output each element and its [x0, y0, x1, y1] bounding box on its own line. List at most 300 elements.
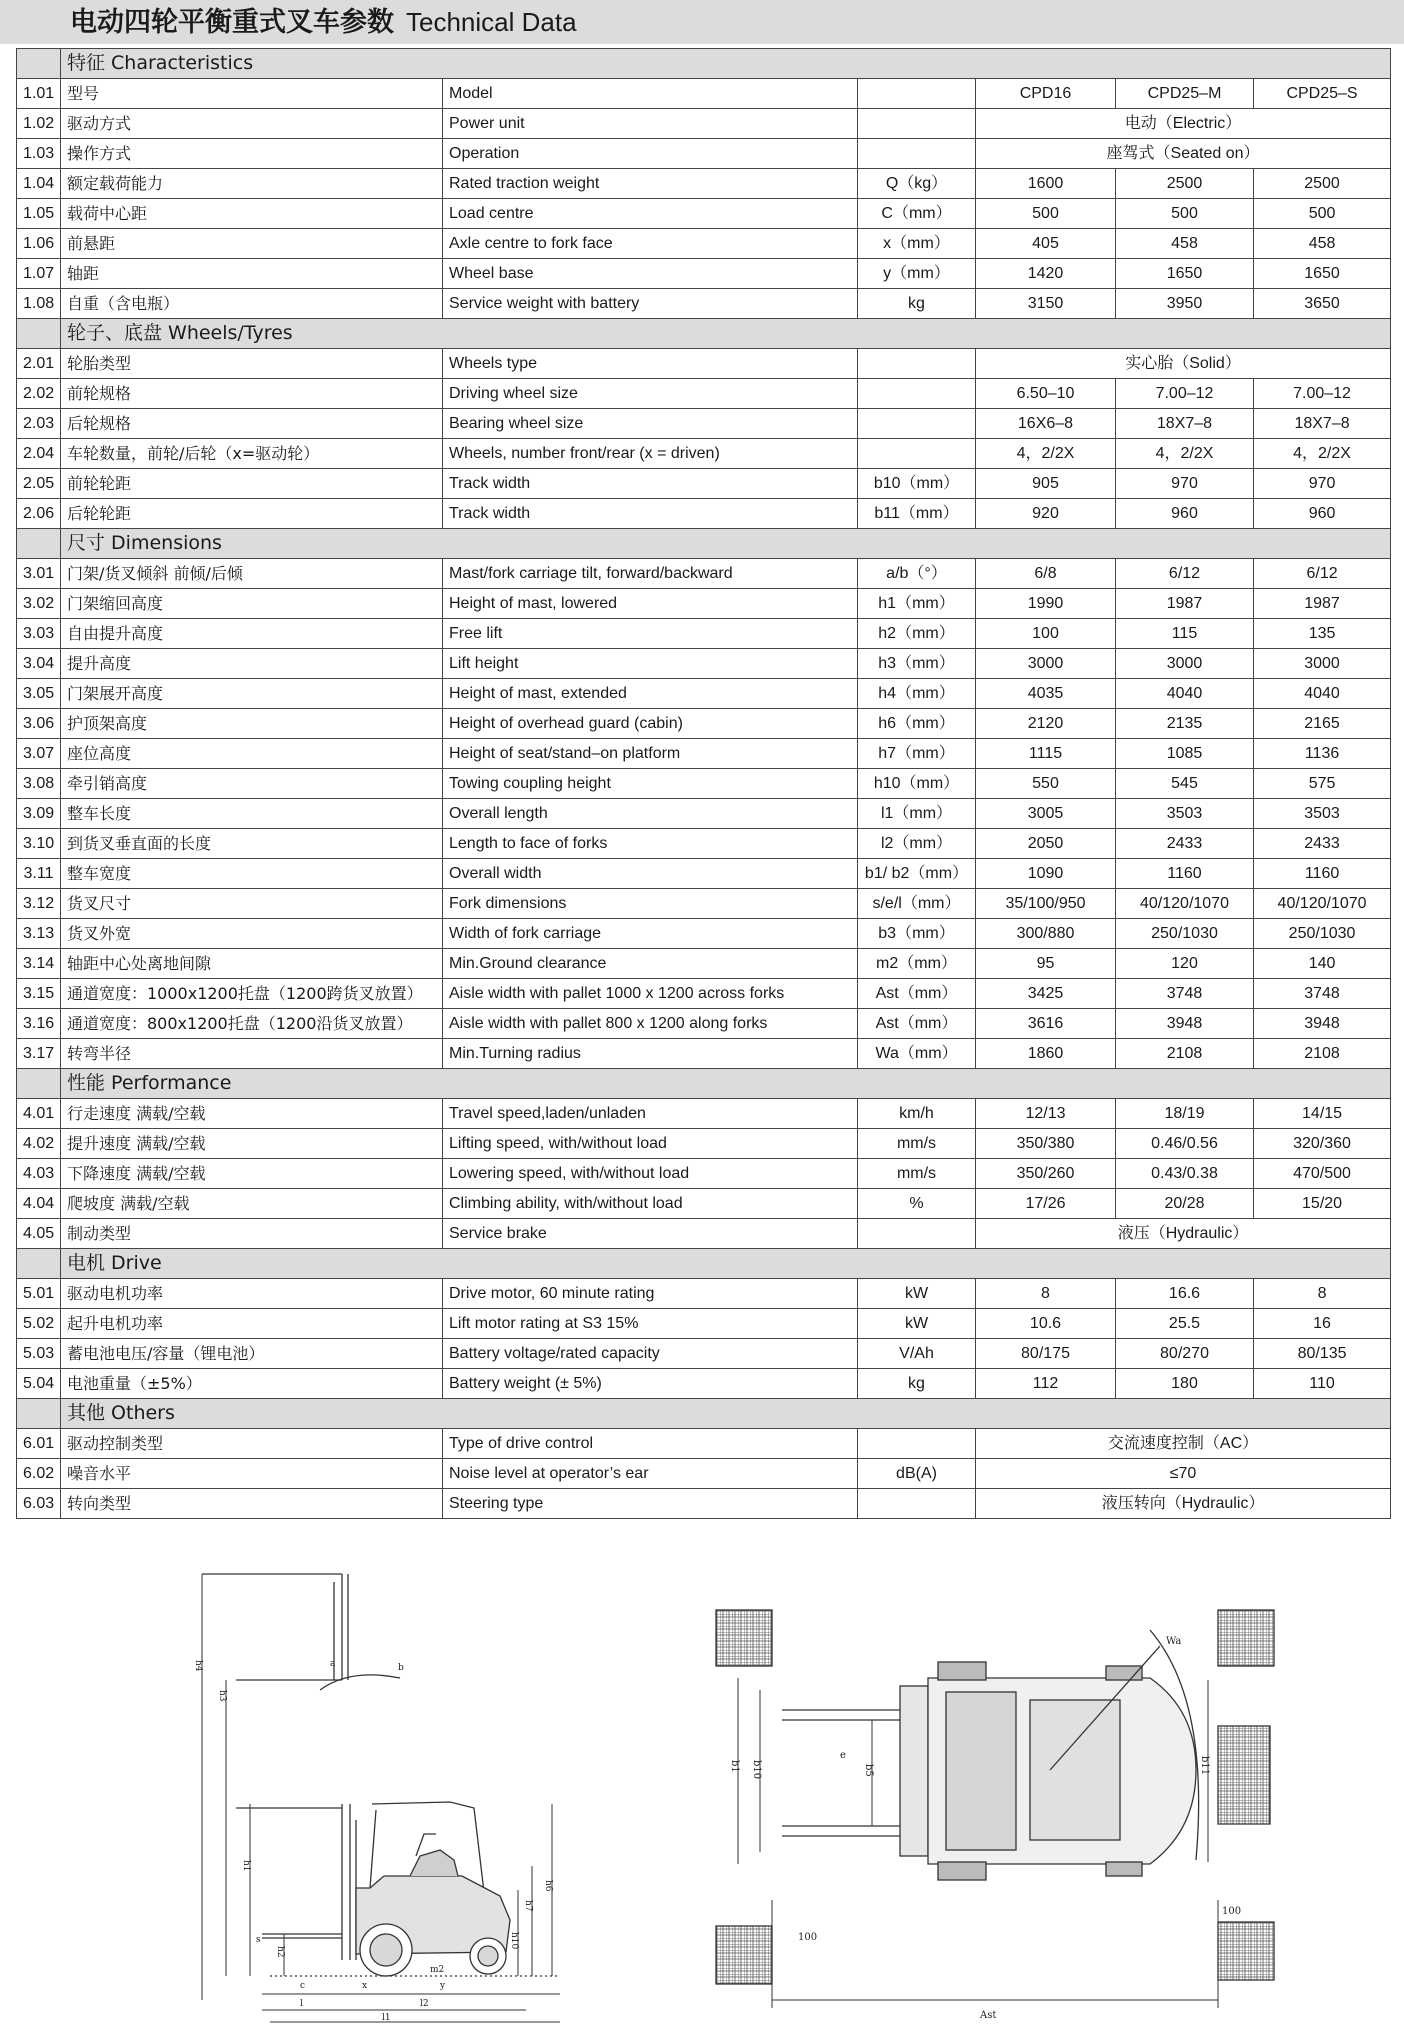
row-unit: l1（mm） — [858, 799, 976, 829]
top-label-wa: Wa — [1166, 1636, 1182, 1647]
row-unit — [858, 379, 976, 409]
table-row — [17, 169, 1391, 199]
row-value-model-2: 1650 — [1116, 259, 1254, 289]
row-label-cn: 门架缩回高度 — [61, 589, 443, 619]
row-number: 2.04 — [17, 439, 61, 469]
table-row — [17, 139, 1391, 169]
row-number: 2.06 — [17, 499, 61, 529]
row-value-model-1: 3000 — [976, 649, 1116, 679]
row-label-cn: 驱动电机功率 — [61, 1279, 443, 1309]
row-value-model-3: 2165 — [1254, 709, 1391, 739]
row-value-model-3: 250/1030 — [1254, 919, 1391, 949]
row-value-model-1: 550 — [976, 769, 1116, 799]
top-label-ast: Ast — [980, 2010, 997, 2021]
row-value-model-2: 2500 — [1116, 169, 1254, 199]
section-header-blank — [17, 49, 61, 79]
row-value-model-2: 18X7–8 — [1116, 409, 1254, 439]
side-label-s: s — [256, 1935, 261, 1945]
row-unit: kW — [858, 1309, 976, 1339]
row-unit: l2（mm） — [858, 829, 976, 859]
table-row — [17, 1429, 1391, 1459]
side-label-h6: h6 — [543, 1880, 553, 1892]
row-label-cn: 座位高度 — [61, 739, 443, 769]
row-label-cn: 转弯半径 — [61, 1039, 443, 1069]
row-label-cn: 载荷中心距 — [61, 199, 443, 229]
section-header-row — [17, 1249, 1391, 1279]
row-number: 3.03 — [17, 619, 61, 649]
section-header-row — [17, 529, 1391, 559]
row-value-model-1: 4，2/2X — [976, 439, 1116, 469]
row-label-cn: 自由提升高度 — [61, 619, 443, 649]
row-label-cn: 后轮轮距 — [61, 499, 443, 529]
row-label-cn: 通道宽度：800x1200托盘（1200沿货叉放置） — [61, 1009, 443, 1039]
row-value-model-2: 545 — [1116, 769, 1254, 799]
row-unit: b1/ b2（mm） — [858, 859, 976, 889]
row-label-en: Height of overhead guard (cabin) — [443, 709, 858, 739]
row-unit: Wa（mm） — [858, 1039, 976, 1069]
table-row — [17, 499, 1391, 529]
row-value-model-1: 500 — [976, 199, 1116, 229]
row-value-model-1: 112 — [976, 1369, 1116, 1399]
row-value-model-2: 6/12 — [1116, 559, 1254, 589]
row-number: 3.04 — [17, 649, 61, 679]
row-label-cn: 噪音水平 — [61, 1459, 443, 1489]
row-number: 1.07 — [17, 259, 61, 289]
side-label-l1: l1 — [382, 2013, 391, 2023]
row-unit: Ast（mm） — [858, 979, 976, 1009]
row-label-en: Height of mast, lowered — [443, 589, 858, 619]
table-row — [17, 979, 1391, 1009]
row-label-cn: 整车宽度 — [61, 859, 443, 889]
row-value-model-1: 2120 — [976, 709, 1116, 739]
row-value-model-3: 140 — [1254, 949, 1391, 979]
top-label-b10: b10 — [751, 1760, 762, 1780]
row-value-model-2: 20/28 — [1116, 1189, 1254, 1219]
row-label-cn: 前悬距 — [61, 229, 443, 259]
section-header-row — [17, 319, 1391, 349]
top-view-drawing — [716, 1610, 1274, 2008]
row-value-model-3: 1136 — [1254, 739, 1391, 769]
row-number: 1.02 — [17, 109, 61, 139]
row-label-cn: 提升速度 满载/空载 — [61, 1129, 443, 1159]
row-unit: % — [858, 1189, 976, 1219]
row-value-model-1: 3150 — [976, 289, 1116, 319]
table-row — [17, 949, 1391, 979]
row-value-model-3: 2108 — [1254, 1039, 1391, 1069]
row-label-en: Length to face of forks — [443, 829, 858, 859]
row-value-model-3: 4040 — [1254, 679, 1391, 709]
row-value-model-3: 970 — [1254, 469, 1391, 499]
row-unit: h1（mm） — [858, 589, 976, 619]
row-value-model-2: 115 — [1116, 619, 1254, 649]
row-label-cn: 爬坡度 满载/空载 — [61, 1189, 443, 1219]
row-label-en: Lifting speed, with/without load — [443, 1129, 858, 1159]
row-value-model-2: 3950 — [1116, 289, 1254, 319]
section-header-row — [17, 1069, 1391, 1099]
row-unit: Q（kg） — [858, 169, 976, 199]
row-label-en: Model — [443, 79, 858, 109]
drawings — [0, 1560, 1404, 2030]
table-row — [17, 829, 1391, 859]
row-label-en: Wheels type — [443, 349, 858, 379]
row-label-en: Min.Ground clearance — [443, 949, 858, 979]
row-label-cn: 车轮数量，前轮/后轮（x=驱动轮） — [61, 439, 443, 469]
row-value-all-models: 液压（Hydraulic） — [976, 1219, 1391, 1249]
page-title-cn: 电动四轮平衡重式叉车参数 — [70, 7, 394, 38]
row-label-cn: 额定载荷能力 — [61, 169, 443, 199]
row-label-cn: 制动类型 — [61, 1219, 443, 1249]
row-label-cn: 蓄电池电压/容量（锂电池） — [61, 1339, 443, 1369]
row-label-en: Bearing wheel size — [443, 409, 858, 439]
row-value-model-3: 3000 — [1254, 649, 1391, 679]
row-label-cn: 通道宽度：1000x1200托盘（1200跨货叉放置） — [61, 979, 443, 1009]
row-unit — [858, 439, 976, 469]
row-value-model-3: 3948 — [1254, 1009, 1391, 1039]
row-number: 5.02 — [17, 1309, 61, 1339]
row-value-model-3: 14/15 — [1254, 1099, 1391, 1129]
table-row — [17, 259, 1391, 289]
row-value-all-models: 液压转向（Hydraulic） — [976, 1489, 1391, 1519]
row-label-cn: 轴距 — [61, 259, 443, 289]
row-label-en: Power unit — [443, 109, 858, 139]
table-row — [17, 79, 1391, 109]
row-label-en: Driving wheel size — [443, 379, 858, 409]
row-value-model-3: 3503 — [1254, 799, 1391, 829]
row-value-model-1: 350/380 — [976, 1129, 1116, 1159]
row-value-all-models: 实心胎（Solid） — [976, 349, 1391, 379]
row-unit: b3（mm） — [858, 919, 976, 949]
page-header — [0, 0, 1404, 44]
top-label-b1: b1 — [729, 1760, 740, 1773]
section-header-row — [17, 49, 1391, 79]
row-unit: h7（mm） — [858, 739, 976, 769]
top-label-100-right: 100 — [1222, 1906, 1242, 1917]
row-number: 3.15 — [17, 979, 61, 1009]
side-label-a: a — [330, 1659, 336, 1669]
row-value-model-1: 10.6 — [976, 1309, 1116, 1339]
row-label-en: Lift motor rating at S3 15% — [443, 1309, 858, 1339]
row-value-model-2: CPD25–M — [1116, 79, 1254, 109]
table-row — [17, 1489, 1391, 1519]
row-value-model-2: 4，2/2X — [1116, 439, 1254, 469]
side-label-h10: h10 — [509, 1932, 519, 1950]
table-row — [17, 1009, 1391, 1039]
row-value-model-2: 80/270 — [1116, 1339, 1254, 1369]
side-label-m2: m2 — [430, 1965, 445, 1975]
row-number: 1.08 — [17, 289, 61, 319]
row-value-model-1: CPD16 — [976, 79, 1116, 109]
row-label-en: Travel speed,laden/unladen — [443, 1099, 858, 1129]
side-label-h7: h7 — [523, 1900, 533, 1912]
row-value-model-2: 7.00–12 — [1116, 379, 1254, 409]
table-row — [17, 229, 1391, 259]
table-row — [17, 439, 1391, 469]
row-value-model-3: 8 — [1254, 1279, 1391, 1309]
row-label-en: Lowering speed, with/without load — [443, 1159, 858, 1189]
row-label-en: Free lift — [443, 619, 858, 649]
row-value-model-2: 0.46/0.56 — [1116, 1129, 1254, 1159]
row-value-model-1: 1420 — [976, 259, 1116, 289]
table-row — [17, 559, 1391, 589]
row-value-model-2: 2108 — [1116, 1039, 1254, 1069]
row-label-cn: 电池重量（±5%） — [61, 1369, 443, 1399]
row-value-model-1: 3425 — [976, 979, 1116, 1009]
row-unit: h6（mm） — [858, 709, 976, 739]
side-label-l: l — [300, 1999, 303, 2009]
row-value-model-1: 920 — [976, 499, 1116, 529]
row-unit: dB(A) — [858, 1459, 976, 1489]
row-value-model-3: 110 — [1254, 1369, 1391, 1399]
table-row — [17, 289, 1391, 319]
row-label-en: Height of seat/stand–on platform — [443, 739, 858, 769]
section-header-blank — [17, 319, 61, 349]
section-header-blank — [17, 1249, 61, 1279]
row-label-cn: 牵引销高度 — [61, 769, 443, 799]
row-unit: C（mm） — [858, 199, 976, 229]
row-number: 4.03 — [17, 1159, 61, 1189]
row-value-model-2: 25.5 — [1116, 1309, 1254, 1339]
row-value-model-2: 960 — [1116, 499, 1254, 529]
row-label-en: Aisle width with pallet 800 x 1200 along forks — [443, 1009, 858, 1039]
row-value-model-1: 1090 — [976, 859, 1116, 889]
row-unit: kg — [858, 289, 976, 319]
row-value-model-1: 95 — [976, 949, 1116, 979]
row-number: 1.05 — [17, 199, 61, 229]
top-label-b5: b5 — [863, 1764, 874, 1777]
row-label-en: Towing coupling height — [443, 769, 858, 799]
section-title: 电机 Drive — [61, 1249, 1391, 1279]
row-value-model-1: 17/26 — [976, 1189, 1116, 1219]
row-label-cn: 前轮轮距 — [61, 469, 443, 499]
row-value-model-3: 18X7–8 — [1254, 409, 1391, 439]
row-label-cn: 驱动控制类型 — [61, 1429, 443, 1459]
row-value-model-3: 2500 — [1254, 169, 1391, 199]
row-unit: h4（mm） — [858, 679, 976, 709]
row-number: 4.04 — [17, 1189, 61, 1219]
row-label-en: Operation — [443, 139, 858, 169]
row-value-model-1: 4035 — [976, 679, 1116, 709]
side-label-y: y — [440, 1981, 446, 1991]
row-value-model-3: 7.00–12 — [1254, 379, 1391, 409]
row-number: 1.03 — [17, 139, 61, 169]
row-value-model-2: 16.6 — [1116, 1279, 1254, 1309]
row-value-model-3: 3650 — [1254, 289, 1391, 319]
row-unit — [858, 109, 976, 139]
table-row — [17, 1159, 1391, 1189]
row-value-model-2: 500 — [1116, 199, 1254, 229]
table-row — [17, 1369, 1391, 1399]
table-row — [17, 469, 1391, 499]
page-title — [70, 4, 577, 41]
top-label-100-left: 100 — [798, 1932, 818, 1943]
row-value-model-1: 6.50–10 — [976, 379, 1116, 409]
row-value-model-3: 16 — [1254, 1309, 1391, 1339]
row-label-en: Axle centre to fork face — [443, 229, 858, 259]
row-value-model-1: 405 — [976, 229, 1116, 259]
row-label-en: Battery weight (± 5%) — [443, 1369, 858, 1399]
side-view-drawing — [202, 1574, 560, 2022]
row-label-cn: 轮胎类型 — [61, 349, 443, 379]
row-unit: h10（mm） — [858, 769, 976, 799]
side-label-h4: h4 — [193, 1660, 203, 1672]
row-number: 3.05 — [17, 679, 61, 709]
row-label-en: Min.Turning radius — [443, 1039, 858, 1069]
row-value-model-1: 1990 — [976, 589, 1116, 619]
row-label-en: Width of fork carriage — [443, 919, 858, 949]
row-label-cn: 货叉尺寸 — [61, 889, 443, 919]
row-label-cn: 到货叉垂直面的长度 — [61, 829, 443, 859]
section-header-row — [17, 1399, 1391, 1429]
table-row — [17, 1459, 1391, 1489]
row-value-model-2: 3948 — [1116, 1009, 1254, 1039]
row-label-cn: 门架/货叉倾斜 前倾/后倾 — [61, 559, 443, 589]
row-label-en: Height of mast, extended — [443, 679, 858, 709]
row-label-en: Service brake — [443, 1219, 858, 1249]
top-label-e: e — [840, 1750, 846, 1761]
table-row — [17, 709, 1391, 739]
table-row — [17, 919, 1391, 949]
row-unit — [858, 1489, 976, 1519]
side-label-b: b — [398, 1663, 404, 1673]
row-unit — [858, 409, 976, 439]
row-value-model-3: 458 — [1254, 229, 1391, 259]
side-label-c: c — [300, 1981, 306, 1991]
table-row — [17, 409, 1391, 439]
row-value-model-1: 1115 — [976, 739, 1116, 769]
row-unit: mm/s — [858, 1159, 976, 1189]
row-value-model-3: CPD25–S — [1254, 79, 1391, 109]
row-number: 1.04 — [17, 169, 61, 199]
row-label-cn: 门架展开高度 — [61, 679, 443, 709]
row-label-cn: 整车长度 — [61, 799, 443, 829]
row-label-cn: 起升电机功率 — [61, 1309, 443, 1339]
row-value-model-2: 2135 — [1116, 709, 1254, 739]
row-number: 5.03 — [17, 1339, 61, 1369]
table-row — [17, 1339, 1391, 1369]
table-row — [17, 889, 1391, 919]
row-label-en: Load centre — [443, 199, 858, 229]
table-row — [17, 619, 1391, 649]
side-label-x: x — [362, 1981, 368, 1991]
row-number: 3.10 — [17, 829, 61, 859]
row-value-model-2: 1987 — [1116, 589, 1254, 619]
row-number: 3.02 — [17, 589, 61, 619]
row-number: 3.11 — [17, 859, 61, 889]
section-header-blank — [17, 1069, 61, 1099]
row-label-en: Aisle width with pallet 1000 x 1200 across forks — [443, 979, 858, 1009]
table-row — [17, 769, 1391, 799]
row-label-en: Mast/fork carriage tilt, forward/backward — [443, 559, 858, 589]
table-row — [17, 1129, 1391, 1159]
row-unit — [858, 349, 976, 379]
row-value-model-2: 120 — [1116, 949, 1254, 979]
row-number: 6.03 — [17, 1489, 61, 1519]
row-value-model-1: 12/13 — [976, 1099, 1116, 1129]
section-title: 性能 Performance — [61, 1069, 1391, 1099]
row-label-cn: 型号 — [61, 79, 443, 109]
row-label-en: Wheels, number front/rear (x = driven) — [443, 439, 858, 469]
table-row — [17, 859, 1391, 889]
row-number: 3.08 — [17, 769, 61, 799]
side-label-h3: h3 — [217, 1690, 227, 1702]
row-value-model-3: 2433 — [1254, 829, 1391, 859]
row-value-model-2: 4040 — [1116, 679, 1254, 709]
row-number: 5.04 — [17, 1369, 61, 1399]
row-number: 2.05 — [17, 469, 61, 499]
row-value-model-3: 6/12 — [1254, 559, 1391, 589]
row-label-en: Overall length — [443, 799, 858, 829]
row-label-cn: 转向类型 — [61, 1489, 443, 1519]
row-value-model-3: 135 — [1254, 619, 1391, 649]
row-label-en: Battery voltage/rated capacity — [443, 1339, 858, 1369]
row-label-cn: 下降速度 满载/空载 — [61, 1159, 443, 1189]
row-label-en: Rated traction weight — [443, 169, 858, 199]
row-unit: h2（mm） — [858, 619, 976, 649]
row-number: 2.03 — [17, 409, 61, 439]
row-value-model-3: 4，2/2X — [1254, 439, 1391, 469]
row-value-model-2: 1085 — [1116, 739, 1254, 769]
table-row — [17, 1189, 1391, 1219]
row-unit: x（mm） — [858, 229, 976, 259]
row-number: 3.14 — [17, 949, 61, 979]
section-title: 尺寸 Dimensions — [61, 529, 1391, 559]
row-value-model-1: 16X6–8 — [976, 409, 1116, 439]
section-header-blank — [17, 1399, 61, 1429]
row-label-en: Overall width — [443, 859, 858, 889]
row-number: 3.06 — [17, 709, 61, 739]
row-label-cn: 驱动方式 — [61, 109, 443, 139]
table-row — [17, 1309, 1391, 1339]
row-label-en: Climbing ability, with/without load — [443, 1189, 858, 1219]
section-title: 特征 Characteristics — [61, 49, 1391, 79]
row-label-cn: 行走速度 满载/空载 — [61, 1099, 443, 1129]
section-title: 其他 Others — [61, 1399, 1391, 1429]
side-label-h2: h2 — [275, 1946, 285, 1958]
table-row — [17, 799, 1391, 829]
row-value-model-1: 80/175 — [976, 1339, 1116, 1369]
row-value-model-1: 350/260 — [976, 1159, 1116, 1189]
row-label-cn: 护顶架高度 — [61, 709, 443, 739]
table-row — [17, 349, 1391, 379]
table-row — [17, 1279, 1391, 1309]
row-value-model-3: 470/500 — [1254, 1159, 1391, 1189]
row-unit: h3（mm） — [858, 649, 976, 679]
row-label-en: Noise level at operator’s ear — [443, 1459, 858, 1489]
row-label-cn: 后轮规格 — [61, 409, 443, 439]
row-number: 4.05 — [17, 1219, 61, 1249]
row-unit: m2（mm） — [858, 949, 976, 979]
row-number: 1.06 — [17, 229, 61, 259]
row-number: 3.16 — [17, 1009, 61, 1039]
row-value-model-3: 80/135 — [1254, 1339, 1391, 1369]
row-value-model-1: 300/880 — [976, 919, 1116, 949]
section-title: 轮子、底盘 Wheels/Tyres — [61, 319, 1391, 349]
table-row — [17, 109, 1391, 139]
table-row — [17, 1099, 1391, 1129]
row-number: 6.01 — [17, 1429, 61, 1459]
row-value-model-1: 2050 — [976, 829, 1116, 859]
row-value-model-2: 18/19 — [1116, 1099, 1254, 1129]
row-value-model-3: 575 — [1254, 769, 1391, 799]
row-value-all-models: 电动（Electric） — [976, 109, 1391, 139]
table-row — [17, 649, 1391, 679]
row-label-en: Track width — [443, 499, 858, 529]
row-value-model-2: 458 — [1116, 229, 1254, 259]
row-label-cn: 操作方式 — [61, 139, 443, 169]
row-label-en: Drive motor, 60 minute rating — [443, 1279, 858, 1309]
row-number: 3.12 — [17, 889, 61, 919]
technical-data-table — [16, 48, 1391, 1519]
